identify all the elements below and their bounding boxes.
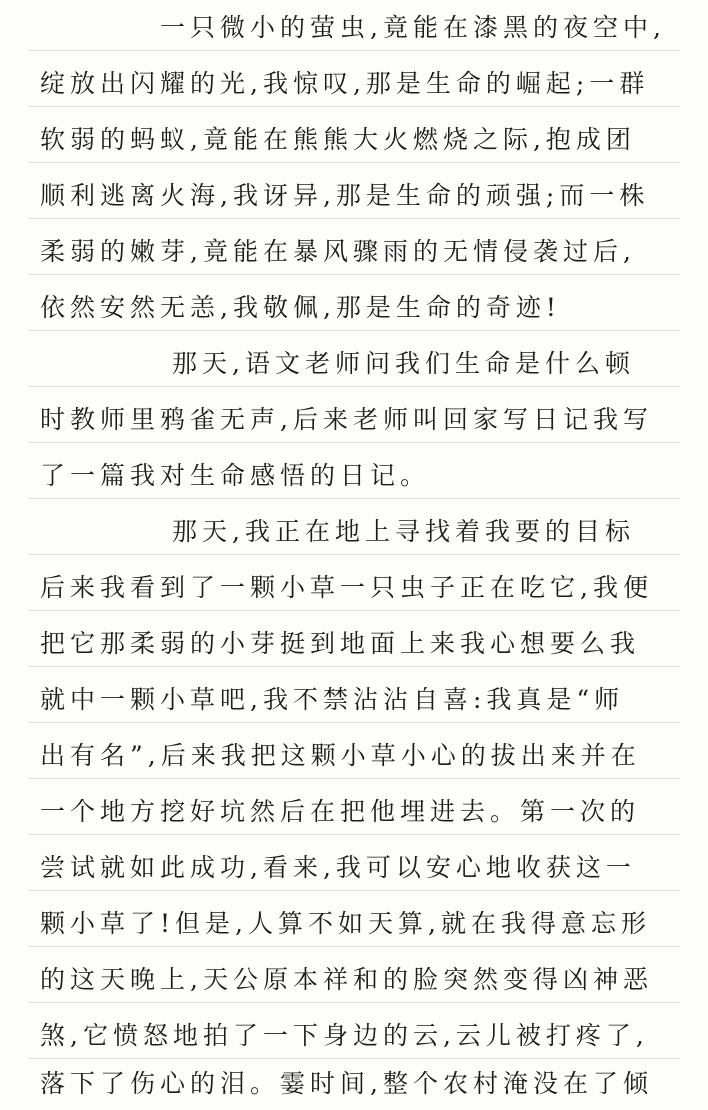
ruled-line xyxy=(28,498,680,499)
ruled-line xyxy=(28,274,680,275)
ruled-line xyxy=(28,442,680,443)
text-line-1: 一只微小的萤虫,竟能在漆黑的夜空中, xyxy=(160,13,666,42)
ruled-line xyxy=(28,1002,680,1003)
ruled-line xyxy=(28,162,680,163)
ruled-line xyxy=(28,330,680,331)
ruled-line xyxy=(28,106,680,107)
text-line-9: 了一篇我对生命感悟的日记。 xyxy=(40,461,431,490)
text-line-16: 尝试就如此成功,看来,我可以安心地收获这一 xyxy=(40,853,636,882)
ruled-line xyxy=(28,778,680,779)
text-line-3: 软弱的蚂蚁,竟能在熊熊大火燃烧之际,抱成团 xyxy=(40,125,636,154)
ruled-line xyxy=(28,1058,680,1059)
text-line-5: 柔弱的嫩芽,竟能在暴风骤雨的无情侵袭过后, xyxy=(40,237,636,266)
ruled-line xyxy=(28,722,680,723)
text-line-8: 时教师里鸦雀无声,后来老师叫回家写日记我写 xyxy=(40,405,653,434)
text-line-7: 那天,语文老师问我们生命是什么顿 xyxy=(172,349,635,378)
text-line-13: 就中一颗小草吧,我不禁沾沾自喜:我真是“师 xyxy=(40,685,625,714)
text-line-20: 落下了伤心的泪。霎时间,整个农村淹没在了倾 xyxy=(40,1069,653,1098)
text-line-15: 一个地方挖好坑然后在把他埋进去。第一次的 xyxy=(40,797,641,826)
ruled-line xyxy=(28,50,680,51)
text-line-18: 的这天晚上,天公原本祥和的脸突然变得凶神恶 xyxy=(40,965,653,994)
ruled-line xyxy=(28,666,680,667)
text-line-2: 绽放出闪耀的光,我惊叹,那是生命的崛起;一群 xyxy=(40,69,650,98)
text-line-4: 顺利逃离火海,我讶异,那是生命的顽强;而一株 xyxy=(40,181,650,210)
text-line-10: 那天,我正在地上寻找着我要的目标 xyxy=(172,517,635,546)
ruled-line xyxy=(28,946,680,947)
ruled-line xyxy=(28,834,680,835)
text-line-19: 煞,它愤怒地拍了一下身边的云,云儿被打疼了, xyxy=(40,1021,649,1050)
ruled-line xyxy=(28,386,680,387)
text-line-6: 依然安然无恙,我敬佩,那是生命的奇迹! xyxy=(40,293,561,322)
text-line-11: 后来我看到了一颗小草一只虫子正在吃它,我便 xyxy=(40,573,653,602)
ruled-line xyxy=(28,890,680,891)
text-line-14: 出有名”,后来我把这颗小草小心的拔出来并在 xyxy=(40,741,641,770)
text-line-12: 把它那柔弱的小芽挺到地面上来我心想要么我 xyxy=(40,629,641,658)
ruled-line xyxy=(28,610,680,611)
ruled-line xyxy=(28,554,680,555)
text-line-17: 颗小草了!但是,人算不如天算,就在我得意忘形 xyxy=(40,909,651,938)
ruled-line xyxy=(28,218,680,219)
